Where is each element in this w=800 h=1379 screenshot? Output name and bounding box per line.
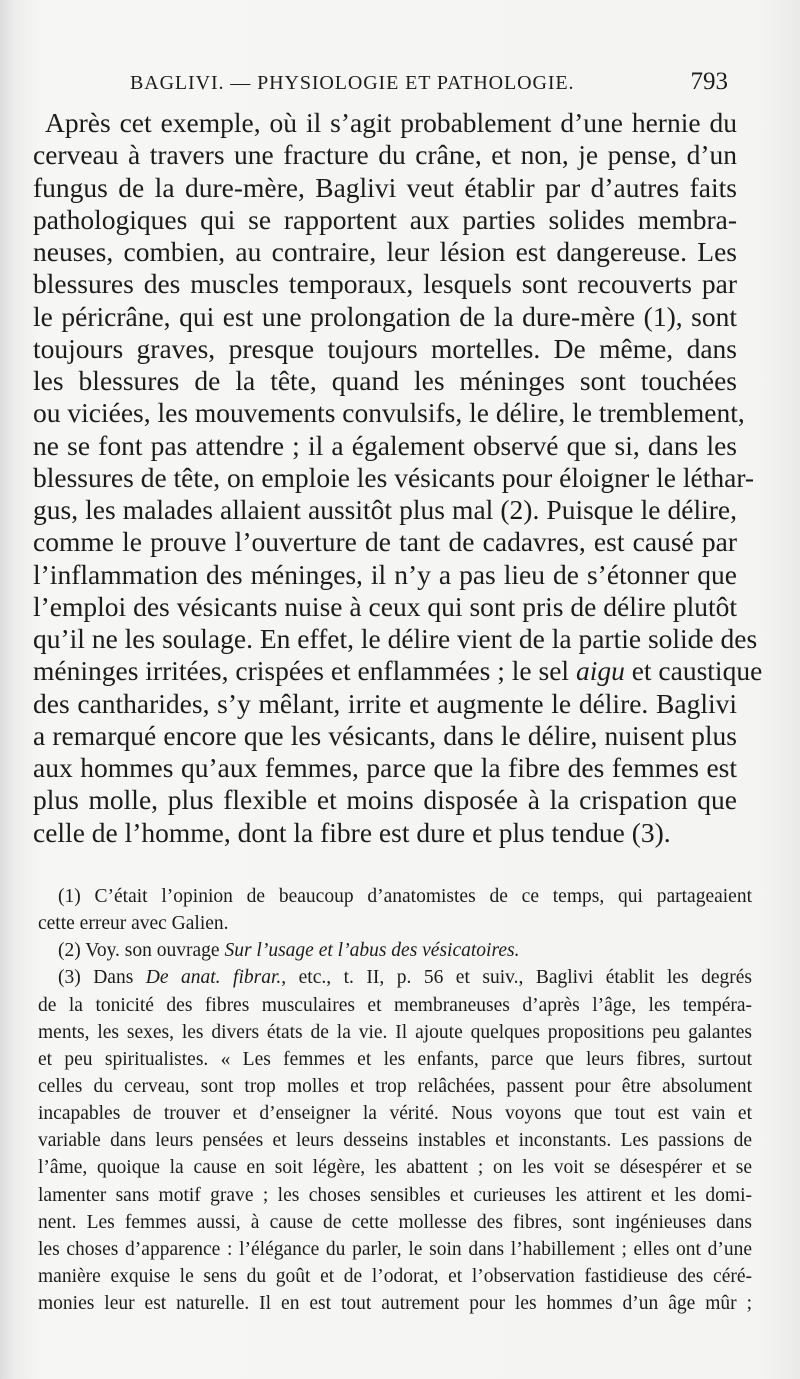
footnote-3-line: variable dans leurs pensées et leurs desseins instables et inconstants. Les passions de (38, 1130, 752, 1152)
text-line: les blessures de la tête, quand les méninges sont touchées (33, 365, 737, 396)
footnote-text: , etc., t. II, p. 56 et suiv., Baglivi établit les degrés (281, 967, 752, 989)
text-run: méninges irritées, crispées et enflammées ; le sel (33, 655, 576, 687)
footnote-3-line: lamenter sans motif grave ; les choses sensibles et curieuses les attirent et les domi- (38, 1184, 752, 1206)
running-head (0, 66, 800, 106)
text-line: neuses, combien, au contraire, leur lésion est dangereuse. Les (33, 236, 737, 267)
text-line: comme le prouve l’ouverture de tant de cadavres, est causé par (33, 526, 737, 558)
footnote-3-line: l’âme, quoique la cause en soit légère, les abattent ; on les voit se désespérer et se (38, 1157, 752, 1179)
footnote-3-line: ments, les sexes, les divers états de la vie. Il ajoute quelques propositions peu galantes (38, 1021, 752, 1043)
text-line: celle de l’homme, dont la fibre est dure et plus tendue (3). (33, 816, 671, 848)
footnotes (38, 883, 752, 1317)
running-title: BAGLIVI. — PHYSIOLOGIE ET PATHOLOGIE. (130, 72, 575, 94)
text-line: Après cet exemple, où il s’agit probablement d’une hernie du (45, 107, 737, 138)
footnote-1: (1) C’était l’opinion de beaucoup d’anatomistes de ce temps, qui partageaient (58, 886, 752, 907)
text-line: des cantharides, s’y mêlant, irrite et augmente le délire. Baglivi (33, 687, 737, 719)
footnote-1-continued: cette erreur avec Galien. (38, 913, 229, 935)
footnote-3-line: manière exquise le sens du goût et de l’odorat, et l’observation fastidieuse des céré- (38, 1265, 752, 1287)
text-line: le péricrâne, qui est une prolongation de la dure-mère (1), sont (33, 300, 737, 332)
text-line-with-italic (33, 655, 763, 687)
text-line: pathologiques qui se rapportent aux parties solides membra- (33, 203, 737, 235)
text-line: ou viciées, les mouvements convulsifs, le délire, le tremblement, (33, 397, 745, 429)
italic-word: aigu (575, 655, 625, 687)
footnote-book-title: Sur l’usage et l’abus des vésicatoires. (224, 940, 520, 962)
footnote-3-line: monies leur est naturelle. Il en est tout autrement pour les hommes d’un âge mûr ; (38, 1293, 752, 1315)
footnote-3-line: incapables de trouver et d’enseigner la vérité. Nous voyons que tout est vain et (38, 1103, 752, 1125)
text-line: cerveau à travers une fracture du crâne, et non, je pense, d’un (33, 139, 737, 171)
text-run: et caustique (624, 655, 763, 687)
text-line: a remarqué encore que les vésicants, dans le délire, nuisent plus (33, 719, 737, 751)
text-line: blessures des muscles temporaux, lesquels sont recouverts par (33, 268, 737, 300)
body-paragraph (33, 107, 763, 849)
text-line: fungus de la dure-mère, Baglivi veut établir par d’autres faits (33, 171, 737, 203)
footnote-text: (2) Voy. son ouvrage (58, 940, 225, 962)
footnote-3-line: les choses d’apparence : l’élégance du parler, le soin dans l’habillement ; elles ont d’une (38, 1238, 752, 1260)
footnote-3-line: celles du cerveau, sont trop molles et trop relâchées, passent pour être absolument (38, 1075, 752, 1097)
text-line: plus molle, plus flexible et moins disposée à la crispation que (33, 784, 737, 816)
text-line: gus, les malades allaient aussitôt plus mal (2). Puisque le délire, (33, 494, 737, 525)
footnote-2 (38, 937, 752, 964)
page-number: 793 (690, 68, 728, 95)
text-line: qu’il ne les soulage. En effet, le délire vient de la partie solide des (33, 623, 758, 654)
text-line: l’inflammation des méninges, il n’y a pas lieu de s’étonner que (33, 558, 737, 590)
footnote-text: (3) Dans (58, 967, 146, 989)
footnote-3-line: nent. Les femmes aussi, à cause de cette mollesse des fibres, sont ingénieuses dans (38, 1211, 752, 1233)
text-line: ne se font pas attendre ; il a également observé que si, dans les (33, 429, 737, 461)
text-line: blessures de tête, on emploie les vésicants pour éloigner le léthar- (33, 461, 755, 493)
text-line: l’emploi des vésicants nuise à ceux qui sont pris de délire plutôt (33, 590, 737, 622)
footnote-3-line: et peu spiritualistes. « Les femmes et les enfants, parce que leurs fibres, surtout (38, 1048, 752, 1070)
text-line: toujours graves, presque toujours mortelles. De même, dans (33, 332, 737, 364)
footnote-book-title: De anat. fibrar. (145, 967, 282, 989)
footnote-3 (38, 964, 752, 991)
text-line: aux hommes qu’aux femmes, parce que la fibre des femmes est (33, 752, 737, 783)
footnote-3-line: de la tonicité des fibres musculaires et membraneuses d’après l’âge, les tempéra- (38, 994, 752, 1016)
